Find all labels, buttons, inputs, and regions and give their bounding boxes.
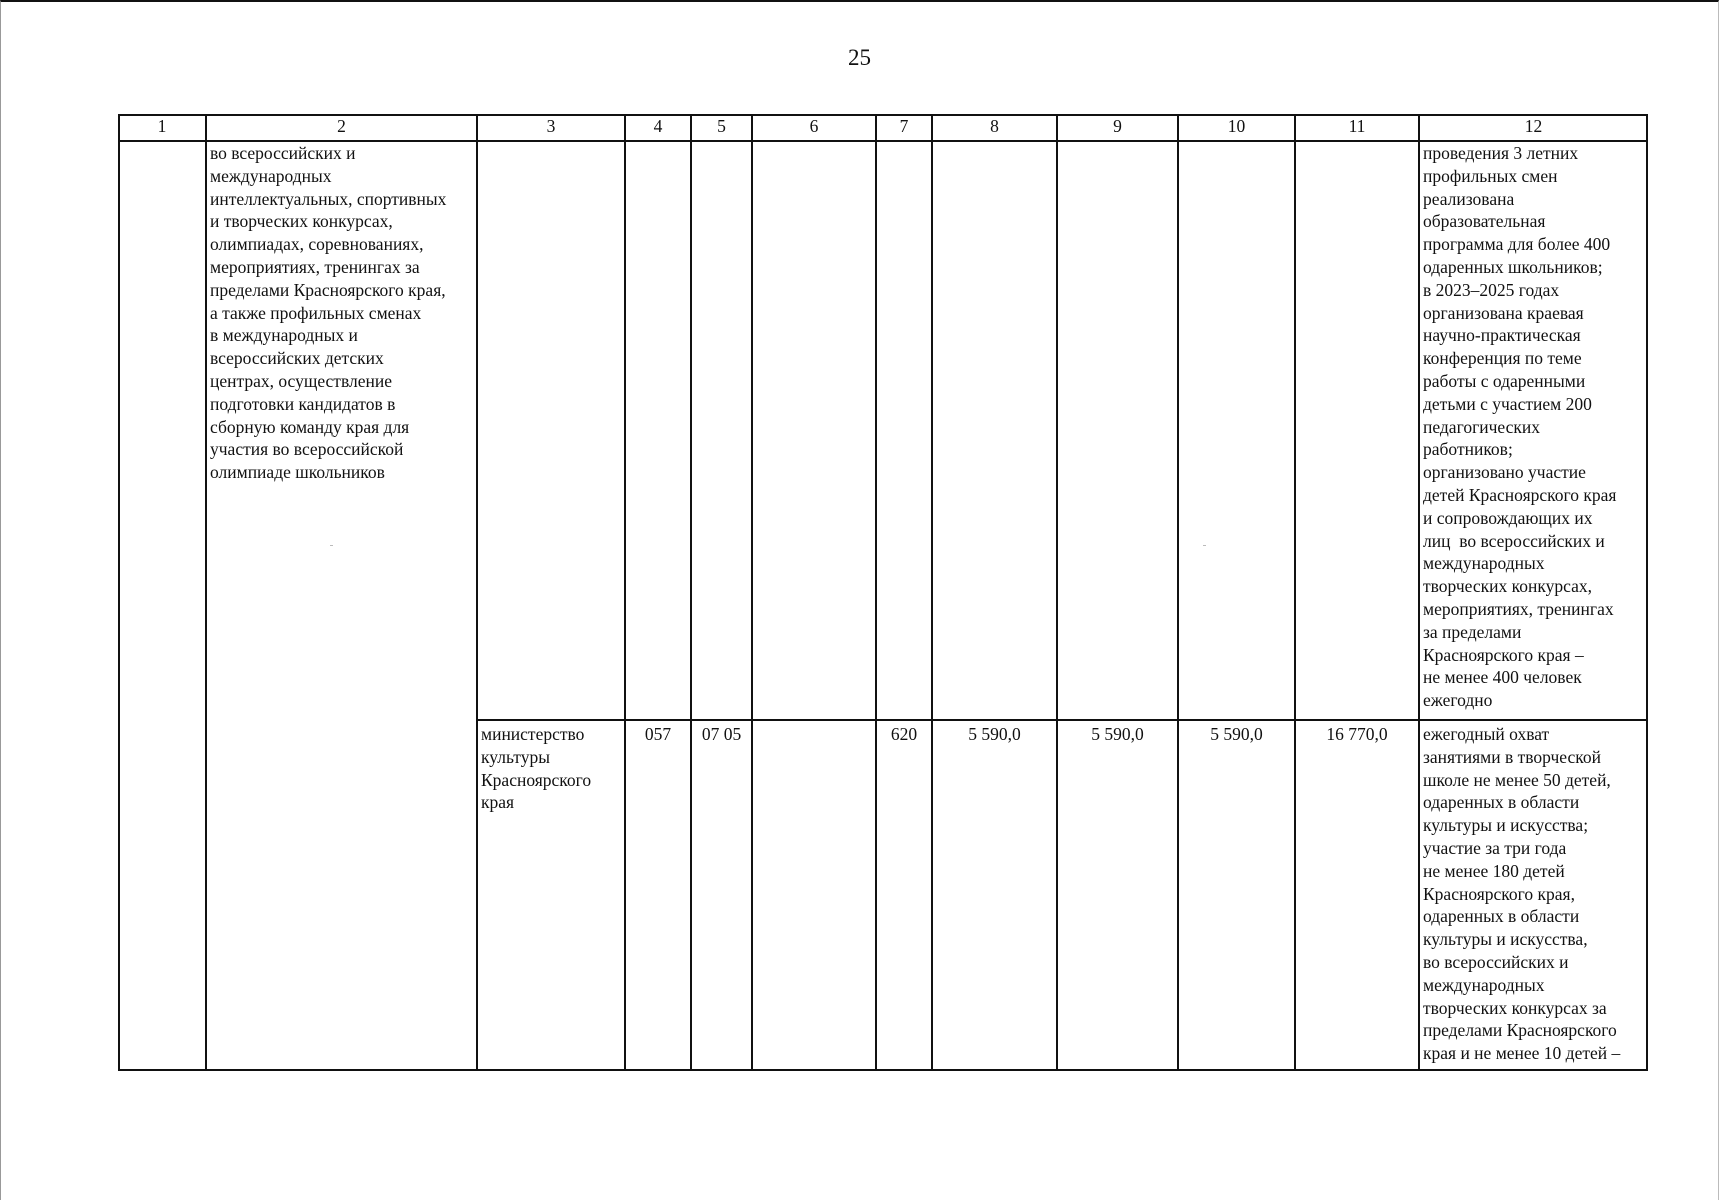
text-line: организована краевая	[1423, 302, 1584, 323]
budget-table	[118, 114, 1648, 1071]
text-line: международных	[210, 165, 332, 186]
text-line: министерство	[481, 724, 585, 744]
header-cell-3: 3	[546, 116, 556, 136]
header-cell-12: 12	[1524, 116, 1543, 136]
text-line: а также профильных сменах	[210, 302, 422, 323]
text-line: во всероссийских и	[1423, 951, 1569, 972]
text-line: Красноярского края,	[1423, 883, 1575, 904]
row-divider	[477, 719, 1648, 721]
text-line: олимпиадах, соревнованиях,	[210, 234, 424, 255]
text-line: края	[481, 792, 515, 813]
col-divider	[931, 114, 933, 1071]
text-line: детей Красноярского края	[1423, 484, 1617, 505]
text-line: сборную команду края для	[210, 416, 410, 437]
text-line: реализована	[1423, 188, 1515, 209]
col-divider	[205, 114, 207, 1071]
row2-col9-amount: 5 590,0	[1091, 724, 1144, 744]
header-cell-1: 1	[157, 116, 167, 136]
row2-col4-code: 057	[644, 724, 672, 744]
text-line: Красноярского края –	[1423, 644, 1584, 665]
text-line: мероприятиях, тренингах за	[210, 256, 420, 277]
row1-col12-result	[1419, 142, 1648, 712]
header-cell-11: 11	[1348, 116, 1366, 136]
text-line: научно-практическая	[1423, 325, 1581, 346]
text-line: ежегодный охват	[1423, 724, 1550, 744]
text-line: профильных смен	[1423, 165, 1558, 186]
header-cell-7: 7	[899, 116, 909, 136]
col-divider	[875, 114, 877, 1071]
text-line: работников;	[1423, 439, 1513, 460]
text-line: культуры	[481, 746, 550, 767]
header-cell-9: 9	[1113, 116, 1122, 136]
col-divider	[690, 114, 692, 1071]
text-line: международных	[1423, 974, 1545, 995]
text-line: школе не менее 50 детей,	[1423, 769, 1611, 790]
row2-col7-expense-type: 620	[890, 724, 918, 744]
header-cell-5: 5	[717, 116, 726, 136]
text-line: олимпиаде школьников	[210, 462, 385, 483]
text-line: центрах, осуществление	[210, 370, 392, 391]
text-line: работы с одаренными	[1423, 370, 1586, 391]
header-cell-2: 2	[337, 116, 346, 136]
row2-col11-total: 16 770,0	[1326, 724, 1388, 744]
text-line: в международных и	[210, 325, 358, 346]
text-line: детьми с участием 200	[1423, 393, 1592, 414]
col-divider	[624, 114, 626, 1071]
text-line: пределами Красноярского края,	[210, 279, 446, 300]
text-line: интеллектуальных, спортивных	[210, 188, 447, 209]
text-line: не менее 400 человек	[1423, 667, 1582, 688]
col-divider	[1177, 114, 1179, 1071]
col-divider	[1418, 114, 1420, 1071]
col-divider	[1294, 114, 1296, 1071]
text-line: пределами Красноярского	[1423, 1020, 1617, 1041]
header-cell-10: 10	[1227, 116, 1246, 136]
text-line: ежегодно	[1423, 690, 1493, 711]
text-line: участие за три года	[1423, 837, 1567, 858]
text-line: организовано участие	[1423, 462, 1586, 483]
text-line: образовательная	[1423, 211, 1546, 232]
text-line: лиц во всероссийских и	[1423, 530, 1605, 551]
text-line: Красноярского	[481, 769, 592, 790]
text-line: подготовки кандидатов в	[210, 393, 396, 414]
text-line: участия во всероссийской	[210, 439, 404, 460]
table-left-border	[118, 114, 120, 1071]
row1-col2-description	[206, 142, 477, 484]
text-line: проведения 3 летних	[1423, 143, 1579, 163]
text-line: одаренных в области	[1423, 792, 1580, 813]
text-line: одаренных школьников;	[1423, 256, 1603, 277]
row2-col3-agency	[477, 723, 625, 814]
text-line: за пределами	[1423, 621, 1522, 642]
text-line: всероссийских детских	[210, 348, 384, 369]
text-line: в 2023–2025 годах	[1423, 279, 1560, 300]
scan-speck	[330, 545, 333, 546]
header-cell-8: 8	[990, 116, 999, 136]
row2-col12-result	[1419, 723, 1648, 1065]
text-line: международных	[1423, 553, 1545, 574]
page-number: 25	[848, 45, 871, 70]
text-line: и сопровождающих их	[1423, 507, 1593, 528]
scan-speck	[1203, 545, 1206, 546]
text-line: и творческих конкурсах,	[210, 211, 393, 232]
text-line: конференция по теме	[1423, 348, 1582, 369]
row2-col5-section: 07 05	[701, 724, 742, 744]
col-divider	[1056, 114, 1058, 1071]
header-cell-6: 6	[809, 116, 819, 136]
col-divider	[751, 114, 753, 1071]
text-line: занятиями в творческой	[1423, 746, 1601, 767]
text-line: во всероссийских и	[210, 143, 356, 163]
table-right-border	[1646, 114, 1648, 1071]
text-line: культуры и искусства,	[1423, 929, 1588, 950]
text-line: не менее 180 детей	[1423, 860, 1565, 881]
col-divider	[476, 114, 478, 1071]
text-line: одаренных в области	[1423, 906, 1580, 927]
text-line: края и не менее 10 детей –	[1423, 1043, 1621, 1064]
row2-col8-amount: 5 590,0	[968, 724, 1021, 744]
text-line: мероприятиях, тренингах	[1423, 598, 1614, 619]
text-line: педагогических	[1423, 416, 1540, 437]
text-line: творческих конкурсах за	[1423, 997, 1607, 1018]
text-line: программа для более 400	[1423, 234, 1611, 255]
row2-col10-amount: 5 590,0	[1210, 724, 1263, 744]
text-line: творческих конкурсах,	[1423, 576, 1592, 597]
text-line: культуры и искусства;	[1423, 815, 1589, 836]
header-cell-4: 4	[653, 116, 663, 136]
